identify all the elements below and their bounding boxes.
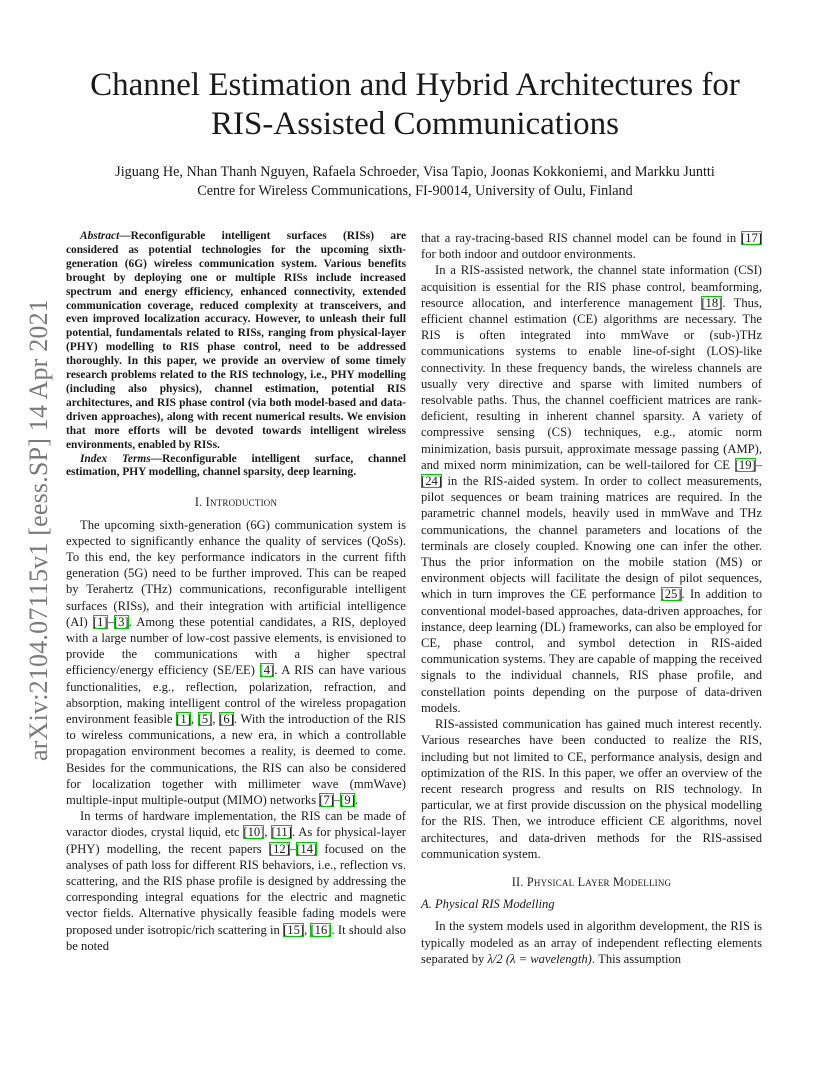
left-column bbox=[66, 230, 406, 954]
section-heading-phy bbox=[421, 874, 762, 890]
citation-link[interactable]: [25] bbox=[660, 587, 682, 602]
citation-link[interactable]: [4] bbox=[259, 663, 275, 678]
citation-link[interactable]: [5] bbox=[197, 711, 213, 726]
citation-link[interactable]: [1] bbox=[176, 711, 191, 726]
paragraph: that a ray-tracing-based RIS channel model can be found in [17] for both indoor and outdoor environments. bbox=[421, 231, 762, 262]
arxiv-id-label: arXiv:2104.07115v1 [eess.SP] 14 Apr 2021 bbox=[24, 298, 54, 762]
paragraph: RIS-assisted communication has gained much interest recently. Various researches have been conducted to realize the RIS, including but not limited to CE, performance analysis, design and optimization of the RIS. In this paper, we offer an overview of the recent research progress and results on RIS technology. In particular, we at first provide discussion on the physical modelling for the RIS. Then, we introduce efficient CE algorithms, novel architectures, and data-driven methods for the RIS-assised communication system. bbox=[421, 717, 762, 861]
author-block bbox=[60, 163, 770, 200]
citation-link[interactable]: [14] bbox=[296, 841, 318, 856]
subsection-heading: A. Physical RIS Modelling bbox=[421, 897, 555, 912]
affiliation: Centre for Wireless Communications, FI-90014, University of Oulu, Finland bbox=[197, 182, 633, 199]
citation-link[interactable]: [3] bbox=[113, 614, 129, 629]
paragraph: The upcoming sixth-generation (6G) communication system is expected to significantly enhance the quality of services (QoSs). To this end, the key performance indicators in the current fifth generation (5G) need to be further improved. This can be reaped by Terahertz (THz) communications, reconfigurable intelligent surfaces (RISs), and their integration with artificial intelligence (AI) [1]–[3]. Among these potential candidates, a RIS, deployed with a large number of low-cost passive elements, is envisioned to provide the communications with a higher spectral efficiency/energy efficiency (SE/EE) [4]. A RIS can have various functionalities, e.g., reflection, polarization, refraction, and absorption, making intelligent control of the wireless propagation environment feasible [1], [5], [6]. With the introduction of the RIS to wireless communications, a new era, in which a controllable propagation environment becomes a reality, is deemed to come. Besides for the communications, the RIS can also be considered for localization together with millimeter wave (mmWave) multiple-input multiple-output (MIMO) networks [7]–[9]. bbox=[66, 517, 406, 807]
index-terms-label: Index Terms bbox=[80, 452, 151, 465]
index-terms-text: Reconfigurable intelligent surface, channel estimation, PHY modelling, channel sparsity, deep learning. bbox=[66, 452, 406, 479]
section-number: I. bbox=[194, 495, 206, 510]
citation-link[interactable]: [10] bbox=[243, 825, 265, 840]
paragraph: In a RIS-assisted network, the channel state information (CSI) acquisition is essential for the RIS phase control, beamforming, resource allocation, and interference management [18]. Thus, efficient channel estimation (CE) algorithms are necessary. The RIS is often integrated into mmWave or (sub-)THz communications systems to enable line-of-sight (LOS)-like connectivity. In these frequency bands, the wireless channels are usually very directive and sparse with limited numbers of resolvable paths. Thus, the channel coefficient matrices are rank-deficient, resulting in inherent channel sparsity. A variety of compressive sensing (CS) techniques, e.g., atomic norm minimization, basis pursuit, approximate message passing (AMP), and mixed norm minimization, can be well-tailored for CE [19]–[24] in the RIS-aided system. In order to collect measurements, pilot sequences or beam training matrices are required. In the parametric channel models, heavily used in mmWave and THz communications, the channel parameters and locations of the terminals are closely coupled. Knowing one can infer the other. Thus the prior information on the mobile station (MS) or environment objects will facilitate the design of pilot sequences, which in turn improves the CE performance [25]. In addition to conventional model-based approaches, data-driven approaches, for instance, deep learning (DL) frameworks, can also be employed for CE, phase control, and symbol detection in RIS-aided communication systems. They are capable of mapping the received signals to the individual channels, RIS phase profile, and constellation points depending on the purpose of data-driven models. bbox=[421, 263, 763, 715]
citation-link[interactable]: [6] bbox=[219, 711, 234, 726]
right-column bbox=[421, 230, 762, 967]
citation-link[interactable]: [12] bbox=[268, 841, 290, 856]
citation-link[interactable]: [1] bbox=[92, 614, 108, 629]
abstract-text: Reconfigurable intelligent surfaces (RISs) are considered as potential technologies for the upcoming sixth-generation (6G) wireless communication system. Various benefits brought by deploying one or multiple RISs include increased spectrum and energy efficiency, enhanced connectivity, extended communication coverage, reduced complexity at transceivers, and even improved localization accuracy. However, to unleash their full potential, fundamentals related to RISs, ranging from physical-layer (PHY) modelling to RIS phase control, need to be addressed thoroughly. In this paper, we provide an overview of some timely research problems related to the RIS technology, i.e., PHY modelling (including also physics), channel estimation, potential RIS architectures, and RIS phase control (via both model-based and data-driven approaches), along with recent numerical results. We envision that more efforts will be devoted towards intelligent wireless environments, enabled by RISs. bbox=[66, 230, 406, 451]
paragraph: In the system models used in algorithm development, the RIS is typically modeled as an array of independent reflecting elements separated by λ/2 (λ = wavelength). This assumption bbox=[421, 919, 762, 966]
section-number: II. bbox=[511, 874, 527, 889]
citation-link[interactable]: [9] bbox=[340, 792, 355, 807]
section-title-text: Introduction bbox=[205, 495, 278, 510]
citation-link[interactable]: [19] bbox=[734, 457, 756, 472]
citation-link[interactable]: [17] bbox=[741, 231, 762, 245]
citation-link[interactable]: [24] bbox=[421, 474, 442, 489]
math-expression: λ/2 (λ = wavelength) bbox=[487, 951, 592, 966]
citation-link[interactable]: [16] bbox=[310, 922, 332, 937]
paper-title bbox=[60, 66, 770, 144]
citation-link[interactable]: [15] bbox=[283, 922, 305, 937]
arxiv-sidebar bbox=[22, 290, 56, 770]
index-terms: Index Terms—Reconfigurable intelligent surface, channel estimation, PHY modelling, channel sparsity, deep learning. bbox=[66, 452, 406, 479]
paragraph: In terms of hardware implementation, the RIS can be made of varactor diodes, crystal liquid, etc [10], [11]. As for physical-layer (PHY) modelling, the recent papers [12]–[14] focused on the analyses of path loss for different RIS behaviors, i.e., reflection vs. scattering, and the RIS phase profile is designed by addressing the corresponding integral equations for the electric and magnetic vector fields. Alternative physically feasible fading models were proposed under isotropic/rich scattering in [15], [16]. It should also be noted bbox=[66, 809, 406, 953]
section-title-text: Physical Layer Modelling bbox=[526, 874, 672, 889]
title-line-1: Channel Estimation and Hybrid Architectures for bbox=[90, 67, 740, 103]
abstract: Abstract—Reconfigurable intelligent surfaces (RISs) are considered as potential technologies for the upcoming sixth-generation (6G) wireless communication system. Various benefits brought by deploying one or multiple RISs include increased spectrum and energy efficiency, enhanced connectivity, extended communication coverage, reduced complexity at transceivers, and even improved localization accuracy. However, to unleash their full potential, fundamentals related to RISs, ranging from physical-layer (PHY) modelling to RIS phase control, need to be addressed thoroughly. In this paper, we provide an overview of some timely research problems related to the RIS technology, i.e., PHY modelling (including also physics), channel estimation, potential RIS architectures, and RIS phase control (via both model-based and data-driven approaches), along with recent numerical results. We envision that more efforts will be devoted towards intelligent wireless environments, enabled by RISs. bbox=[66, 230, 406, 451]
author-list: Jiguang He, Nhan Thanh Nguyen, Rafaela Schroeder, Visa Tapio, Joonas Kokkoniemi, and Markku Juntti bbox=[115, 164, 715, 180]
citation-link[interactable]: [18] bbox=[701, 295, 723, 310]
title-line-2: RIS-Assisted Communications bbox=[211, 106, 619, 142]
abstract-label: Abstract bbox=[80, 230, 120, 242]
section-heading-introduction bbox=[66, 494, 406, 510]
citation-link[interactable]: [7] bbox=[319, 792, 334, 807]
citation-link[interactable]: [11] bbox=[271, 825, 292, 840]
